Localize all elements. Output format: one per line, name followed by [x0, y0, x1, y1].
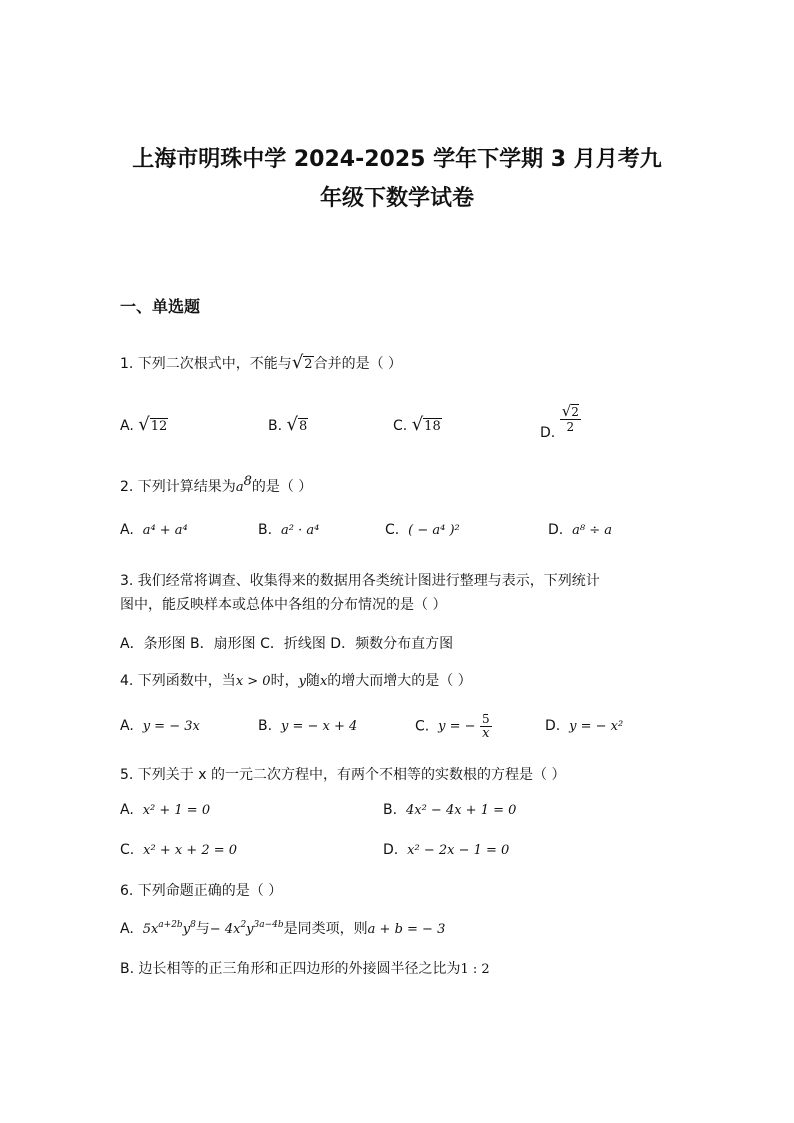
q5-option-c: C. x² + x + 2 = 0	[120, 842, 238, 858]
q5-option-b: B. 4x² − 4x + 1 = 0	[383, 802, 517, 818]
q2-option-c: C. ( − a⁴ )²	[385, 522, 460, 538]
fraction-5-over-x: $\frac{5}{x}$	[482, 712, 490, 741]
q6-option-a: A. $5x^{a+2b}y^8$与− $4x^2y^{3a-4b}$是同类项，则a + b = − 3	[120, 920, 446, 937]
term-neg4x2-y: − $4x^2y^{3a-4b}$	[209, 920, 284, 937]
q1-option-d: D. $\frac{√2}{2}$	[540, 402, 579, 441]
question-3-line-1: 3. 我们经常将调查、收集得来的数据用各类统计图进行整理与表示，下列统计	[120, 573, 600, 589]
question-1	[120, 352, 402, 373]
title-line-1: 上海市明珠中学 2024-2025 学年下学期 3 月月考九	[132, 147, 662, 172]
q2-option-b: B. a² · a⁴	[258, 522, 320, 538]
sqrt-2: √2	[291, 352, 313, 373]
sqrt-12: √12	[138, 414, 168, 435]
sqrt-8: √8	[286, 414, 308, 435]
q3-options: A．条形图 B．扇形图 C．折线图 D．频数分布直方图	[120, 636, 454, 652]
q4-option-b: B. y = − x + 4	[258, 718, 358, 734]
q5-option-d: D. x² − 2x − 1 = 0	[383, 842, 510, 858]
sqrt-18: √18	[411, 414, 441, 435]
title-line-2: 年级下数学试卷	[319, 186, 474, 211]
q4-option-a: A. y = − 3x	[120, 718, 200, 734]
q6-option-b: B. 边长相等的正三角形和正四边形的外接圆半径之比为1 : 2	[120, 961, 490, 977]
document-title	[60, 140, 734, 218]
question-1-post: 合并的是（ ）	[313, 356, 403, 372]
question-2: 2. 下列计算结果为$a^8$的是（ ）	[120, 474, 313, 495]
section-heading: 一、单选题	[120, 297, 201, 316]
q2-option-a: A. a⁴ + a⁴	[120, 522, 188, 538]
fraction-sqrt2-over-2: $\frac{√2}{2}$	[561, 402, 579, 434]
q1-option-a: A. √12	[120, 414, 168, 435]
q4-option-c: C. y = − $\frac{5}{x}$	[415, 712, 490, 741]
question-3-line-2: 图中，能反映样本或总体中各组的分布情况的是（ ）	[120, 597, 447, 613]
term-5x-y: $5x^{a+2b}y^8$	[142, 920, 196, 937]
q1-option-b: B. √8	[268, 414, 308, 435]
q1-option-c: C. √18	[393, 414, 441, 435]
q2-option-d: D. a⁸ ÷ a	[548, 522, 613, 538]
question-6: 6. 下列命题正确的是（ ）	[120, 883, 283, 899]
q5-option-a: A. x² + 1 = 0	[120, 802, 211, 818]
question-4: 4. 下列函数中，当x > 0时，y随x的增大而增大的是（ ）	[120, 673, 472, 689]
q4-option-d: D. y = − x²	[545, 718, 624, 734]
question-1-pre: 1. 下列二次根式中，不能与	[120, 356, 292, 372]
question-5: 5. 下列关于 x 的一元二次方程中，有两个不相等的实数根的方程是（ ）	[120, 767, 566, 783]
